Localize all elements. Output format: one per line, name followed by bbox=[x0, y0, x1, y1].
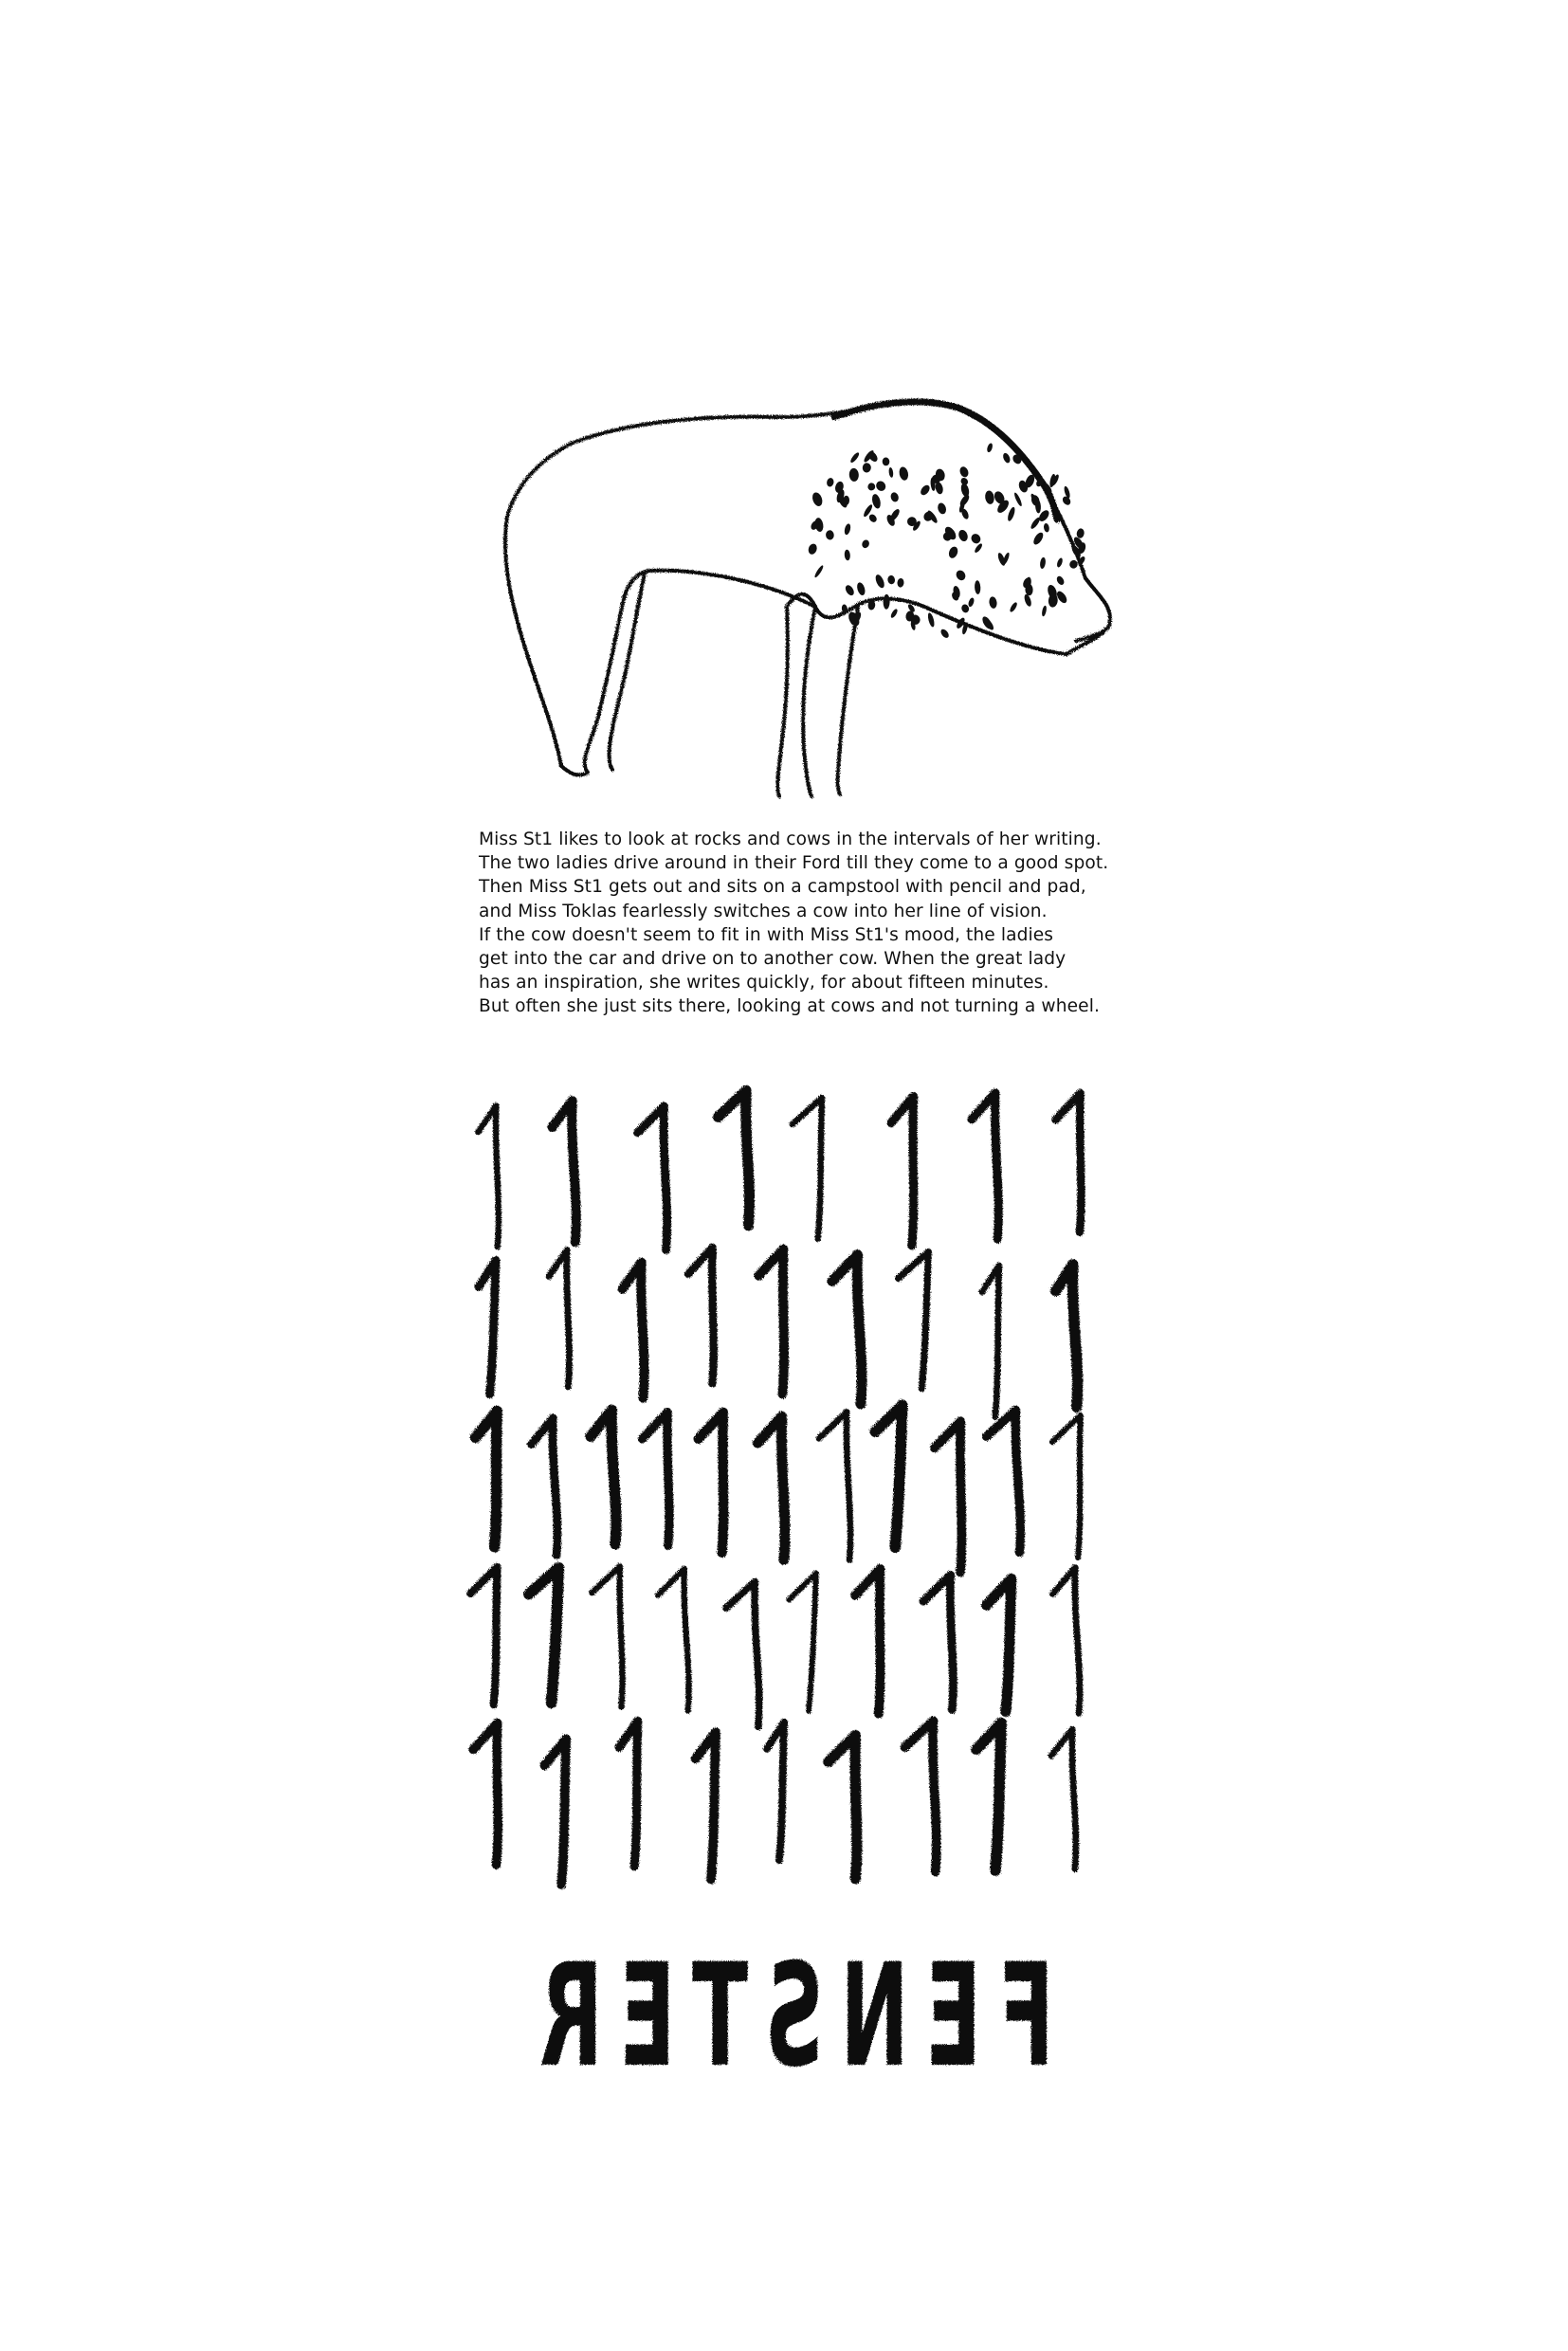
tally-mark bbox=[789, 1574, 816, 1711]
hyena-front-leg-inner bbox=[838, 607, 858, 794]
hyena-spot bbox=[811, 491, 824, 507]
hyena-spot bbox=[807, 542, 818, 556]
tally-mark bbox=[623, 1263, 645, 1398]
hyena-spot bbox=[957, 529, 970, 543]
hyena-spot bbox=[919, 483, 931, 497]
hyena-spot bbox=[970, 532, 983, 545]
hyena-hind-leg bbox=[585, 607, 622, 773]
hyena-spot bbox=[947, 545, 959, 559]
tally-mark bbox=[1056, 1265, 1078, 1407]
hyena-spot bbox=[1023, 593, 1032, 608]
tally-mark bbox=[793, 1098, 822, 1239]
tally-mark bbox=[976, 1723, 1001, 1871]
tally-mark bbox=[1052, 1415, 1081, 1558]
hyena-spot bbox=[898, 466, 909, 482]
hyena-spot bbox=[1055, 574, 1066, 586]
hyena-spot bbox=[844, 523, 852, 536]
hyena-belly bbox=[787, 594, 1067, 654]
hyena-spot bbox=[974, 542, 984, 554]
tally-mark bbox=[923, 1575, 953, 1709]
hyena-spot bbox=[874, 574, 886, 590]
story-paragraph bbox=[479, 828, 1199, 1019]
hyena-spot bbox=[1076, 528, 1085, 539]
tally-mark bbox=[904, 1721, 936, 1871]
hyena-spot bbox=[959, 483, 970, 498]
hyena-spot bbox=[984, 490, 995, 505]
hyena-spot bbox=[897, 578, 904, 588]
hyena-spot bbox=[927, 612, 936, 628]
hyena-spot bbox=[1043, 522, 1049, 532]
hyena-spot bbox=[889, 608, 899, 618]
tally-mark bbox=[891, 1097, 914, 1246]
hyena-hip bbox=[622, 571, 815, 607]
tally-mark bbox=[544, 1739, 566, 1885]
tally-mark bbox=[552, 1101, 575, 1242]
tally-mark bbox=[855, 1569, 880, 1714]
story-line: has an inspiration, she writes quickly, for about fifteen minutes. bbox=[479, 973, 1049, 993]
tally-mark bbox=[688, 1248, 714, 1384]
tally-marks bbox=[470, 1090, 1081, 1885]
tally-mark bbox=[479, 1261, 496, 1394]
tally-mark bbox=[473, 1723, 498, 1866]
hyena-spot bbox=[826, 530, 835, 540]
hyena-spot bbox=[887, 574, 896, 584]
tally-mark bbox=[638, 1106, 667, 1250]
tally-mark bbox=[972, 1093, 998, 1239]
hyena-spot bbox=[1056, 557, 1064, 568]
tally-mark bbox=[658, 1569, 689, 1711]
tally-mark bbox=[699, 1412, 724, 1553]
hyena-spot bbox=[1007, 506, 1016, 522]
hyena-spot bbox=[1031, 531, 1045, 546]
hyena-back-outline bbox=[505, 406, 882, 766]
hyena-spot bbox=[826, 477, 834, 487]
tally-mark bbox=[642, 1412, 669, 1546]
hyena-spot bbox=[813, 564, 825, 578]
story-line: and Miss Toklas fearlessly switches a cow into her line of vision. bbox=[479, 901, 1048, 921]
story-line: If the cow doesn't seem to fit in with Miss St1's mood, the ladies bbox=[479, 924, 1054, 945]
hyena-spot bbox=[967, 597, 975, 608]
hyena-spot bbox=[1013, 492, 1023, 507]
story-line: Then Miss St1 gets out and sits on a campstool with pencil and pad, bbox=[479, 877, 1086, 898]
tally-mark bbox=[875, 1405, 903, 1547]
hyena-spot bbox=[888, 467, 894, 478]
hyena-spot bbox=[848, 468, 859, 483]
hyena-hind-foot bbox=[561, 766, 586, 775]
tally-mark bbox=[1051, 1729, 1076, 1869]
hyena-spot bbox=[989, 596, 998, 610]
mirrored-word-text: FENSTER bbox=[523, 1934, 1054, 2099]
hyena-spot bbox=[889, 491, 900, 502]
hyena-spot bbox=[1061, 495, 1072, 506]
tally-mark bbox=[475, 1411, 497, 1546]
mirrored-word-fenster bbox=[523, 1934, 1054, 2099]
tally-mark bbox=[470, 1567, 497, 1704]
hyena-spot bbox=[862, 463, 871, 473]
tally-mark bbox=[726, 1581, 759, 1726]
hyena-spot bbox=[874, 480, 887, 493]
tally-mark bbox=[549, 1249, 569, 1386]
hyena-spot bbox=[937, 501, 948, 515]
tally-mark bbox=[758, 1249, 784, 1394]
tally-mark bbox=[619, 1721, 638, 1866]
tally-mark bbox=[982, 1266, 999, 1417]
story-line: But often she just sits there, looking at cows and not turning a wheel. bbox=[479, 996, 1100, 1017]
tally-mark bbox=[529, 1568, 558, 1704]
hyena-spot bbox=[1039, 556, 1046, 569]
hyena-spot bbox=[844, 549, 850, 560]
hyena-spot bbox=[986, 443, 994, 453]
hyena-spot bbox=[871, 493, 883, 509]
hyena-spot bbox=[958, 465, 970, 479]
story-line: The two ladies drive around in their Ford till they come to a good spot. bbox=[479, 853, 1109, 874]
story-line: get into the car and drive on to another cow. When the great lady bbox=[479, 949, 1067, 970]
hyena-spot bbox=[867, 513, 878, 523]
hyena-front-leg-right bbox=[777, 607, 787, 796]
hyena-front-leg-left bbox=[803, 607, 815, 796]
hyena-spot bbox=[1041, 605, 1048, 616]
hyena-spot bbox=[844, 584, 856, 597]
hyena-spot bbox=[1009, 601, 1018, 612]
hyena-spot bbox=[975, 580, 981, 594]
hyena-spot bbox=[883, 594, 889, 610]
tally-mark bbox=[899, 1251, 929, 1388]
tally-mark bbox=[935, 1421, 962, 1572]
hyena-spot bbox=[861, 538, 870, 549]
tally-mark bbox=[832, 1255, 862, 1405]
tally-mark bbox=[1055, 1093, 1081, 1232]
tally-mark bbox=[592, 1566, 622, 1706]
tally-mark bbox=[829, 1736, 857, 1879]
hyena-spot bbox=[1002, 452, 1012, 465]
hyena-hind-leg-inner bbox=[610, 574, 645, 770]
tally-mark bbox=[819, 1412, 850, 1559]
tally-mark bbox=[532, 1418, 557, 1556]
tally-mark bbox=[987, 1578, 1012, 1711]
hyena-spot bbox=[955, 569, 968, 582]
hyena-spot bbox=[867, 483, 876, 491]
hyena-spot bbox=[939, 628, 951, 639]
tally-mark bbox=[718, 1090, 749, 1226]
story-line: Miss St1 likes to look at rocks and cows in the intervals of her writing. bbox=[479, 829, 1102, 849]
hyena-spot bbox=[849, 451, 861, 464]
tally-mark bbox=[696, 1732, 716, 1879]
hyena-spot bbox=[882, 457, 889, 465]
tally-mark bbox=[987, 1410, 1021, 1552]
tally-mark bbox=[478, 1105, 499, 1247]
hyena-spot bbox=[856, 581, 866, 596]
tally-mark bbox=[767, 1722, 784, 1861]
tally-mark bbox=[591, 1410, 616, 1544]
tally-mark bbox=[757, 1416, 785, 1559]
tally-mark bbox=[1052, 1567, 1079, 1713]
